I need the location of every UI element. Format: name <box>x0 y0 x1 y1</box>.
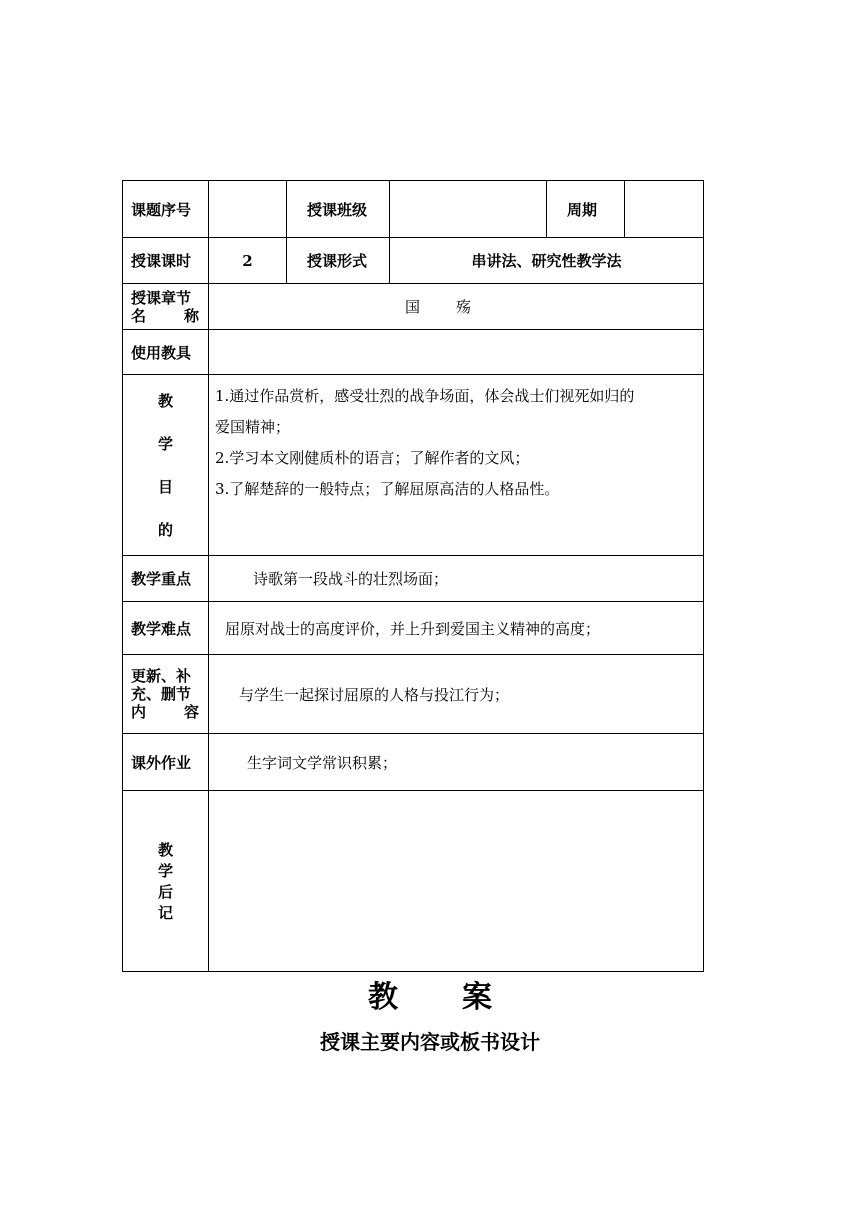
postscript-char-2: 后 <box>157 883 173 901</box>
chapter-title-char-b: 殇 <box>456 298 508 316</box>
label-chapter-line2 <box>131 307 199 325</box>
hours-value: 2 <box>209 238 287 284</box>
form-value: 串讲法、研究性教学法 <box>390 238 704 284</box>
document-title-char-b: 案 <box>462 980 492 1015</box>
label-update <box>123 655 209 734</box>
document-title <box>0 972 860 1016</box>
label-hours: 授课课时 <box>123 238 209 284</box>
label-week: 周期 <box>547 181 625 238</box>
label-form: 授课形式 <box>287 238 390 284</box>
objectives-char-1: 学 <box>157 435 173 453</box>
label-topic-no: 课题序号 <box>123 181 209 238</box>
postscript-content <box>209 791 704 972</box>
row-update <box>123 655 704 734</box>
label-update-char-a: 内 <box>131 703 147 721</box>
label-tools: 使用教具 <box>123 330 209 375</box>
label-key-point: 教学重点 <box>123 556 209 602</box>
row-postscript <box>123 791 704 972</box>
label-update-line3 <box>131 703 199 721</box>
key-point-text: 诗歌第一段战斗的壮烈场面； <box>209 556 704 602</box>
label-chapter-line1: 授课章节 <box>131 288 192 307</box>
objectives-char-2: 目 <box>157 478 173 496</box>
homework-text: 生字词文学常识积累； <box>209 734 704 791</box>
document-title-char-a: 教 <box>368 980 398 1015</box>
objective-line-1: 1.通过作品赏析，感受壮烈的战争场面，体会战士们视死如归的 <box>215 387 635 405</box>
topic-no-value <box>209 181 287 238</box>
row-topic <box>123 181 704 238</box>
row-key-point <box>123 556 704 602</box>
postscript-char-1: 学 <box>157 862 173 880</box>
difficulty-text: 屈原对战士的高度评价，并上升到爱国主义精神的高度； <box>209 602 704 655</box>
objectives-char-3: 的 <box>157 521 173 539</box>
objective-line-3: 2.学习本文刚健质朴的语言；了解作者的文风； <box>215 449 530 467</box>
objectives-char-0: 教 <box>157 392 173 410</box>
label-objectives <box>123 375 209 556</box>
label-chapter <box>123 284 209 330</box>
row-difficulty <box>123 602 704 655</box>
class-value <box>390 181 547 238</box>
label-postscript <box>123 791 209 972</box>
label-chapter-char-b: 称 <box>183 306 199 325</box>
postscript-char-0: 教 <box>157 841 173 859</box>
label-update-line2: 充、删节 <box>131 685 192 703</box>
row-homework <box>123 734 704 791</box>
row-hours <box>123 238 704 284</box>
objective-line-2: 爱国精神； <box>215 418 291 436</box>
tools-value <box>209 330 704 375</box>
row-tools <box>123 330 704 375</box>
label-homework: 课外作业 <box>123 734 209 791</box>
row-chapter <box>123 284 704 330</box>
update-text: 与学生一起探讨屈原的人格与投江行为； <box>209 655 704 734</box>
document-subtitle: 授课主要内容或板书设计 <box>320 1030 540 1054</box>
objectives-content <box>209 375 704 556</box>
label-class: 授课班级 <box>287 181 390 238</box>
chapter-title-char-a: 国 <box>404 298 456 316</box>
label-update-line1: 更新、补 <box>131 667 192 685</box>
label-difficulty: 教学难点 <box>123 602 209 655</box>
postscript-char-3: 记 <box>157 904 173 922</box>
objective-line-4: 3.了解楚辞的一般特点；了解屈原高洁的人格品性。 <box>215 480 560 498</box>
lesson-plan-table <box>122 180 704 972</box>
week-value <box>625 181 704 238</box>
chapter-title <box>209 284 704 330</box>
row-objectives <box>123 375 704 556</box>
label-update-char-b: 容 <box>183 703 199 721</box>
label-chapter-char-a: 名 <box>131 306 147 325</box>
